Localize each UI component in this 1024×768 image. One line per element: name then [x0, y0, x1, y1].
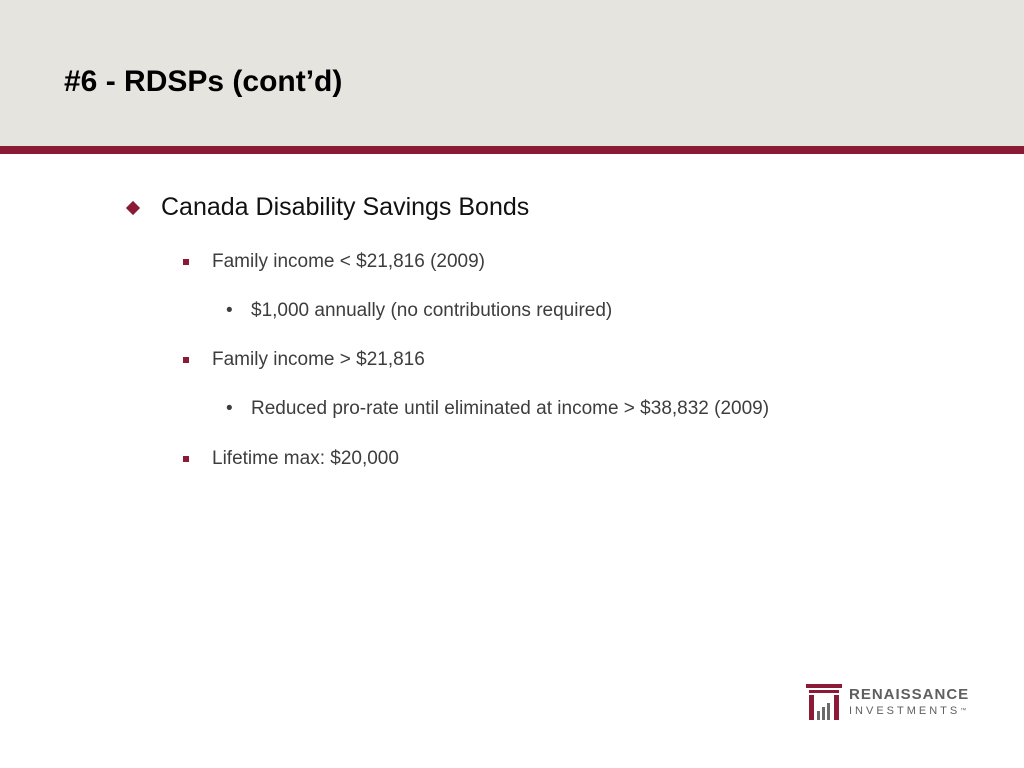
- columns-logo-icon: [806, 684, 842, 720]
- dot-bullet-icon: •: [226, 398, 233, 419]
- bullet-sub-3-text: Lifetime max: $20,000: [212, 448, 399, 469]
- diamond-bullet-icon: [126, 201, 140, 215]
- square-bullet-icon: [183, 456, 189, 462]
- square-bullet-icon: [183, 259, 189, 265]
- bullet-sub-1-child-text: $1,000 annually (no contributions required): [251, 300, 613, 321]
- bullet-sub-2-text: Family income > $21,816: [212, 349, 425, 370]
- dot-bullet-icon: •: [226, 300, 233, 321]
- slide-title: #6 - RDSPs (cont’d): [64, 65, 343, 98]
- square-bullet-icon: [183, 357, 189, 363]
- logo-text-renaissance: RENAISSANCE: [849, 686, 970, 703]
- logo-text-investments-word: INVESTMENTS: [849, 705, 961, 717]
- logo-text-investments: [849, 705, 966, 718]
- bullet-sub-2-child-text: Reduced pro-rate until eliminated at income > $38,832 (2009): [251, 398, 770, 419]
- bullet-sub-1-text: Family income < $21,816 (2009): [212, 251, 486, 272]
- company-logo: [806, 684, 986, 724]
- bullet-main-text: Canada Disability Savings Bonds: [161, 193, 530, 221]
- trademark-symbol: ™: [960, 708, 967, 714]
